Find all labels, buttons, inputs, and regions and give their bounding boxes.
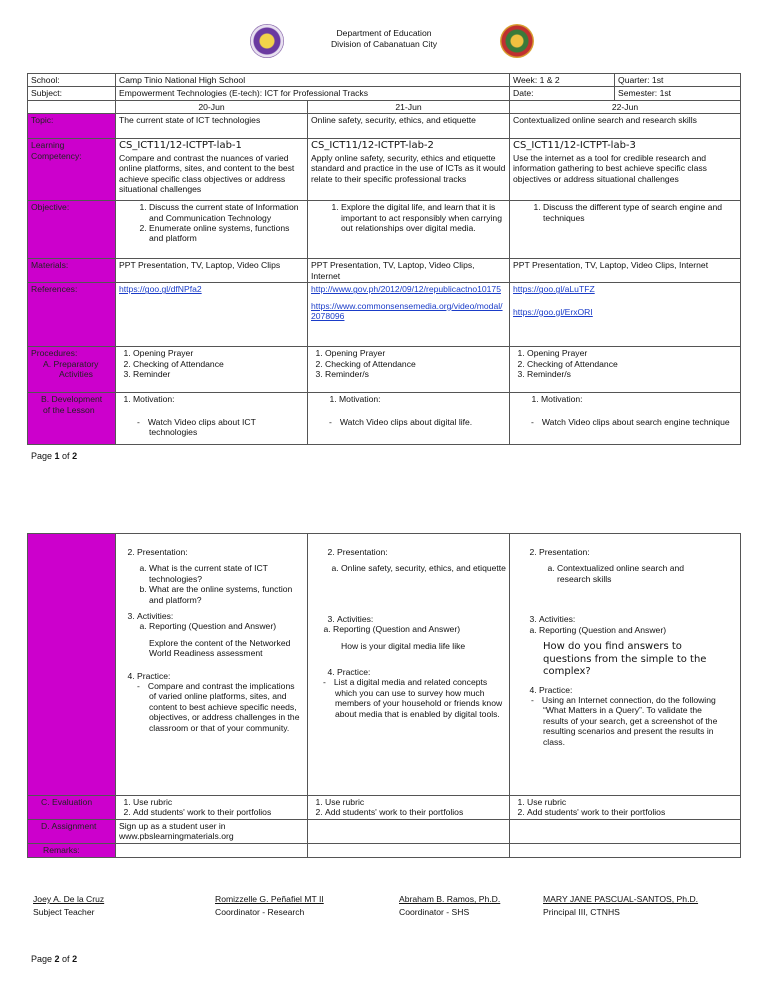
eval-item: 1. Use rubric — [133, 797, 304, 807]
activity-question: How do you find answers to questions from the simple to the complex? — [543, 641, 707, 678]
motivation-activity: - Watch Video clips about search engine technique — [543, 417, 737, 427]
lesson-day1 — [116, 534, 308, 796]
prep-item: 3. Reminder/s — [325, 369, 506, 379]
reference-link[interactable]: https://www.commonsensemedia.org/video/modal/2078096 — [311, 300, 503, 322]
competency-label — [28, 139, 116, 201]
signatory-1 — [33, 893, 104, 919]
eval-item: 2. Add students' work to their portfolios — [527, 807, 737, 817]
development-day1 — [116, 393, 308, 445]
objective-item: 1. Explore the digital life, and learn that it is important to act responsibly when carrying out relationships over digital media. — [341, 202, 506, 233]
procedures-title: Procedures: — [31, 348, 78, 359]
assignment-label: D. Assignment — [28, 819, 116, 843]
school-label: School: — [28, 74, 116, 87]
day2-date: 21-Jun — [308, 100, 510, 113]
signatory-role: Subject Teacher — [33, 907, 95, 917]
references-label: References: — [28, 283, 116, 347]
evaluation-day1 — [116, 796, 308, 820]
procedures-label — [28, 347, 116, 393]
page-number-2: Page 2 of 2 — [31, 954, 78, 964]
development-label-2: of the Lesson — [43, 404, 95, 415]
presentation-item: a. Contextualized online search and research skills — [557, 563, 713, 584]
activities-label: 3. Activities: — [337, 614, 506, 624]
prep-item: 1. Opening Prayer — [325, 348, 506, 358]
materials-label: Materials: — [28, 259, 116, 283]
reporting-item: a. Reporting (Question and Answer) — [333, 624, 506, 634]
remarks-day1 — [116, 843, 308, 857]
practice-label: 4. Practice: — [539, 685, 737, 695]
preparatory-day3 — [510, 347, 741, 393]
competency-text-day1: Compare and contrast the nuances of varied online platforms, sites, and content to the best achieve specific class objectives or address situational challenges — [119, 152, 295, 194]
objective-item: 2. Enumerate online systems, functions and platform — [149, 223, 304, 244]
signatory-role: Coordinator - Research — [215, 907, 305, 917]
prep-item: 2. Checking of Attendance — [527, 359, 737, 369]
remarks-day3 — [510, 843, 741, 857]
motivation-activity: - Watch Video clips about ICT technologies — [149, 417, 304, 438]
signatory-name: Abraham B. Ramos, Ph.D. — [399, 894, 501, 904]
reporting-item: a. Reporting (Question and Answer) — [539, 625, 737, 635]
preparatory-day1 — [116, 347, 308, 393]
materials-day3: PPT Presentation, TV, Laptop, Video Clips, Internet — [510, 259, 741, 283]
document-header — [0, 28, 768, 50]
materials-day1: PPT Presentation, TV, Laptop, Video Clips — [116, 259, 308, 283]
assignment-day2 — [308, 819, 510, 843]
preparatory-day2 — [308, 347, 510, 393]
references-day2 — [308, 283, 510, 347]
activity-text: How is your digital media life like — [341, 640, 466, 651]
signatory-3 — [399, 893, 500, 919]
activity-text: Explore the content of the Networked World Readiness assessment — [149, 637, 291, 659]
objective-item: 1. Discuss the current state of Information and Communication Technology — [149, 202, 304, 223]
date-label: Date: — [510, 87, 615, 100]
competency-label-1: Learning — [31, 140, 65, 151]
reference-link[interactable]: https://goo.gl/aLuTFZ — [513, 284, 595, 295]
assignment-day1: Sign up as a student user in www.pbslearningmaterials.org — [116, 819, 308, 843]
signatory-2 — [215, 893, 324, 919]
day3-date: 22-Jun — [510, 100, 741, 113]
presentation-label: 2. Presentation: — [539, 547, 737, 557]
practice-label: 4. Practice: — [137, 671, 304, 681]
topic-day3: Contextualized online search and research skills — [510, 114, 741, 139]
motivation-activity: - Watch Video clips about digital life. — [341, 417, 506, 427]
objective-day2 — [308, 201, 510, 259]
signatory-name: MARY JANE PASCUAL-SANTOS, Ph.D. — [543, 894, 699, 904]
topic-day1: The current state of ICT technologies — [116, 114, 308, 139]
dept-title: Department of Education — [336, 28, 432, 38]
evaluation-label: C. Evaluation — [28, 796, 116, 820]
signatory-name: Joey A. De la Cruz — [33, 894, 105, 904]
page-number-1: Page 1 of 2 — [31, 451, 78, 461]
preparatory-label: A. Preparatory — [43, 358, 99, 369]
reference-link[interactable]: https://goo.gl/dfNPfa2 — [119, 284, 202, 295]
prep-item: 2. Checking of Attendance — [325, 359, 506, 369]
prep-item: 2. Checking of Attendance — [133, 359, 304, 369]
presentation-item: b. What are the online systems, function and platform? — [149, 584, 304, 605]
motivation-label: 1. Motivation: — [541, 394, 737, 404]
subject-label: Subject: — [28, 87, 116, 100]
objective-label: Objective: — [28, 201, 116, 259]
code-day1: CS_ICT11/12-ICTPT-lab-1 — [119, 140, 242, 152]
assignment-day3 — [510, 819, 741, 843]
signatory-name: Romizzelle G. Peñafiel MT II — [215, 894, 324, 904]
practice-label: 4. Practice: — [337, 667, 506, 677]
signatory-role: Principal III, CTNHS — [543, 907, 620, 917]
activities-label: 3. Activities: — [539, 614, 737, 624]
competency-text-day2: Apply online safety, security, ethics and etiquette standard and practice in the use of ICTs as it would relate to their specific professional tracks — [311, 152, 506, 184]
lesson-day3 — [510, 534, 741, 796]
school-value: Camp Tinio National High School — [116, 74, 510, 87]
development-day3 — [510, 393, 741, 445]
competency-label-2: Competency: — [31, 150, 82, 161]
presentation-item: a. Online safety, security, ethics, and etiquette — [341, 563, 506, 573]
presentation-item: a. What is the current state of ICT technologies? — [149, 563, 304, 584]
development-label-1: B. Development — [41, 394, 103, 405]
topic-day2: Online safety, security, ethics, and etiquette — [308, 114, 510, 139]
prep-item: 3. Reminder/s — [527, 369, 737, 379]
prep-item: 3. Reminder — [133, 369, 304, 379]
topic-label: Topic: — [28, 114, 116, 139]
day1-date: 20-Jun — [116, 100, 308, 113]
reference-link[interactable]: http://www.gov.ph/2012/09/12/republicactno10175 — [311, 284, 501, 295]
objective-item: 1. Discuss the different type of search engine and techniques — [543, 202, 737, 223]
objective-day3 — [510, 201, 741, 259]
competency-day3 — [510, 139, 741, 201]
eval-item: 2. Add students' work to their portfolios — [133, 807, 304, 817]
eval-item: 1. Use rubric — [527, 797, 737, 807]
code-day3: CS_ICT11/12-ICTPT-lab-3 — [513, 140, 636, 152]
references-day1 — [116, 283, 308, 347]
code-day2: CS_ICT11/12-ICTPT-lab-2 — [311, 140, 434, 152]
division-title: Division of Cabanatuan City — [330, 39, 438, 49]
motivation-label: 1. Motivation: — [133, 394, 304, 404]
development-day2 — [308, 393, 510, 445]
presentation-label: 2. Presentation: — [337, 547, 506, 557]
preparatory-label-2: Activities — [59, 369, 93, 380]
remarks-day2 — [308, 843, 510, 857]
subject-value: Empowerment Technologies (E-tech): ICT for Professional Tracks — [116, 87, 510, 100]
signatory-role: Coordinator - SHS — [399, 907, 470, 917]
practice-text: - Compare and contrast the implications of varied online platforms, sites, and content to best achieve specific needs, objectives, or address challenges in the classroom or that of your community. — [149, 681, 304, 733]
eval-item: 1. Use rubric — [325, 797, 506, 807]
lesson-plan-table-page1 — [27, 73, 741, 445]
prep-item: 1. Opening Prayer — [527, 348, 737, 358]
reference-link[interactable]: https://goo.gl/ErxORI — [513, 306, 593, 317]
reporting-item: a. Reporting (Question and Answer) — [149, 621, 304, 631]
competency-day2 — [308, 139, 510, 201]
development-label — [28, 393, 116, 445]
semester-value: Semester: 1st — [615, 87, 741, 100]
eval-item: 2. Add students' work to their portfolios — [325, 807, 506, 817]
competency-day1 — [116, 139, 308, 201]
week-value: Week: 1 & 2 — [510, 74, 615, 87]
references-day3 — [510, 283, 741, 347]
activities-label: 3. Activities: — [137, 611, 304, 621]
lesson-plan-table-page2 — [27, 533, 741, 858]
presentation-label: 2. Presentation: — [137, 547, 304, 557]
practice-text: - List a digital media and related concepts which you can use to survey how much members of your household or friends know about media that is enabled by digital tools. — [335, 677, 506, 719]
quarter-value: Quarter: 1st — [615, 74, 741, 87]
signatory-4 — [543, 893, 698, 919]
motivation-label: 1. Motivation: — [339, 394, 506, 404]
development-label-continued — [28, 534, 116, 796]
evaluation-day2 — [308, 796, 510, 820]
prep-item: 1. Opening Prayer — [133, 348, 304, 358]
evaluation-day3 — [510, 796, 741, 820]
blank-cell — [28, 100, 116, 113]
practice-text: - Using an Internet connection, do the following “What Matters in a Query”. To validate the results of your search, get a screenshot of the resulting scenarios and present the results in class. — [543, 695, 723, 747]
lesson-day2 — [308, 534, 510, 796]
objective-day1 — [116, 201, 308, 259]
competency-text-day3: Use the internet as a tool for credible research and information gathering to best achieve specific class objectives or address situational challenges — [513, 152, 707, 184]
materials-day2: PPT Presentation, TV, Laptop, Video Clips, Internet — [308, 259, 510, 283]
remarks-label: Remarks: — [28, 843, 116, 857]
